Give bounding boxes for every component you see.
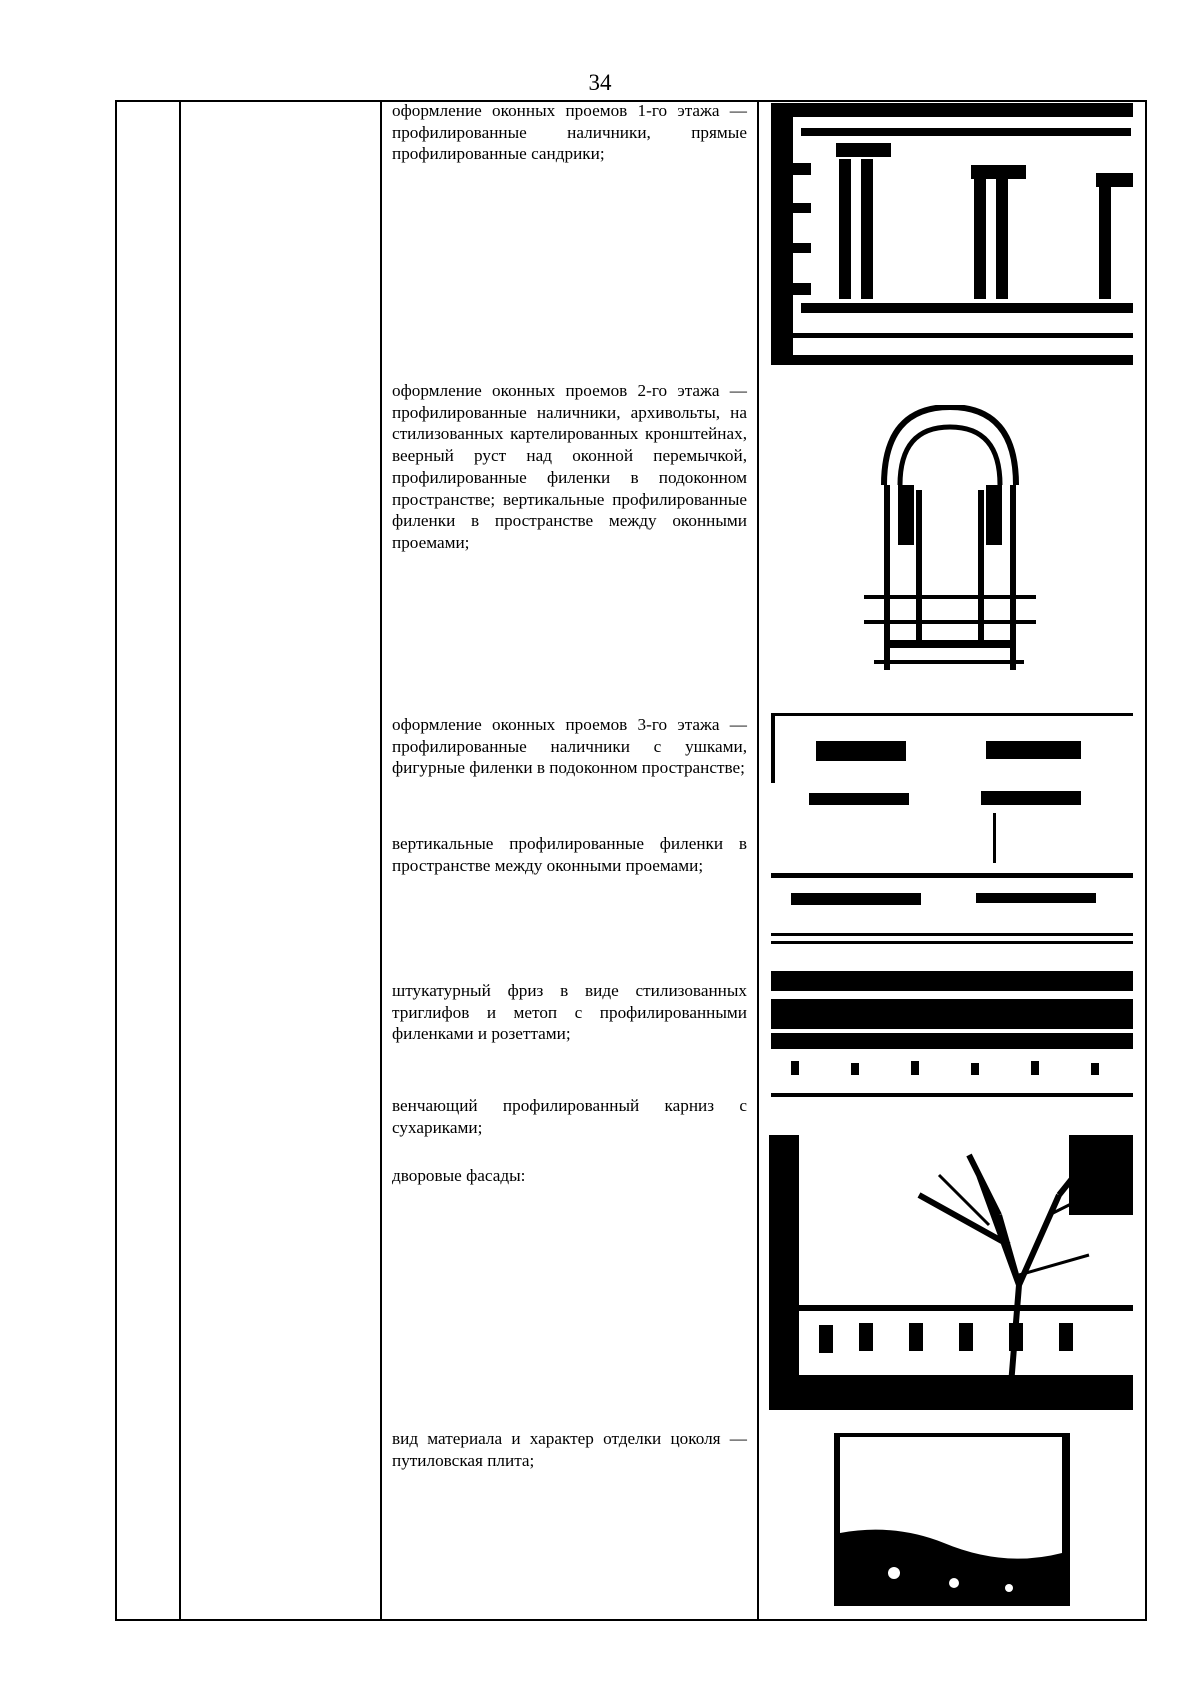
page-number: 34 — [588, 70, 612, 95]
column-divider — [757, 100, 759, 1621]
description-text: штукатурный фриз в виде стилизованных триглифов и метоп с профилированными филенками и розеттами; — [392, 981, 747, 1044]
description-text: венчающий профилированный карниз с сухариками; — [392, 1096, 747, 1137]
description-text: оформление оконных проемов 2-го этажа — профилированные наличники, архивольты, на стилизованных картелированных кронштейнах, веерный руст над оконной перемычкой, профилированные филенки в подоконном пространстве; вертикальные профилированные филенки в пространстве между оконными проемами; — [392, 381, 747, 552]
description-text: вертикальные профилированные филенки в пространстве между оконными проемами; — [392, 834, 747, 875]
description-text: оформление оконных проемов 1-го этажа — профилированные наличники, прямые профилированные сандрики; — [392, 101, 747, 164]
facade-photo-plinth — [834, 1433, 1070, 1606]
column-divider — [380, 100, 382, 1621]
facade-photo-frieze — [771, 971, 1133, 1109]
description-text: дворовые фасады: — [392, 1166, 526, 1185]
facade-photo-third-floor-windows — [771, 713, 1133, 945]
description-text: оформление оконных проемов 3-го этажа — профилированные наличники с ушками, фигурные филенки в подоконном пространстве; — [392, 715, 747, 778]
column-divider — [179, 100, 181, 1621]
description-text: вид материала и характер отделки цоколя — путиловская плита; — [392, 1429, 747, 1470]
facade-photo-second-floor-window — [864, 405, 1036, 675]
facade-photo-courtyard — [769, 1135, 1133, 1410]
facade-photo-first-floor-windows — [771, 103, 1133, 365]
